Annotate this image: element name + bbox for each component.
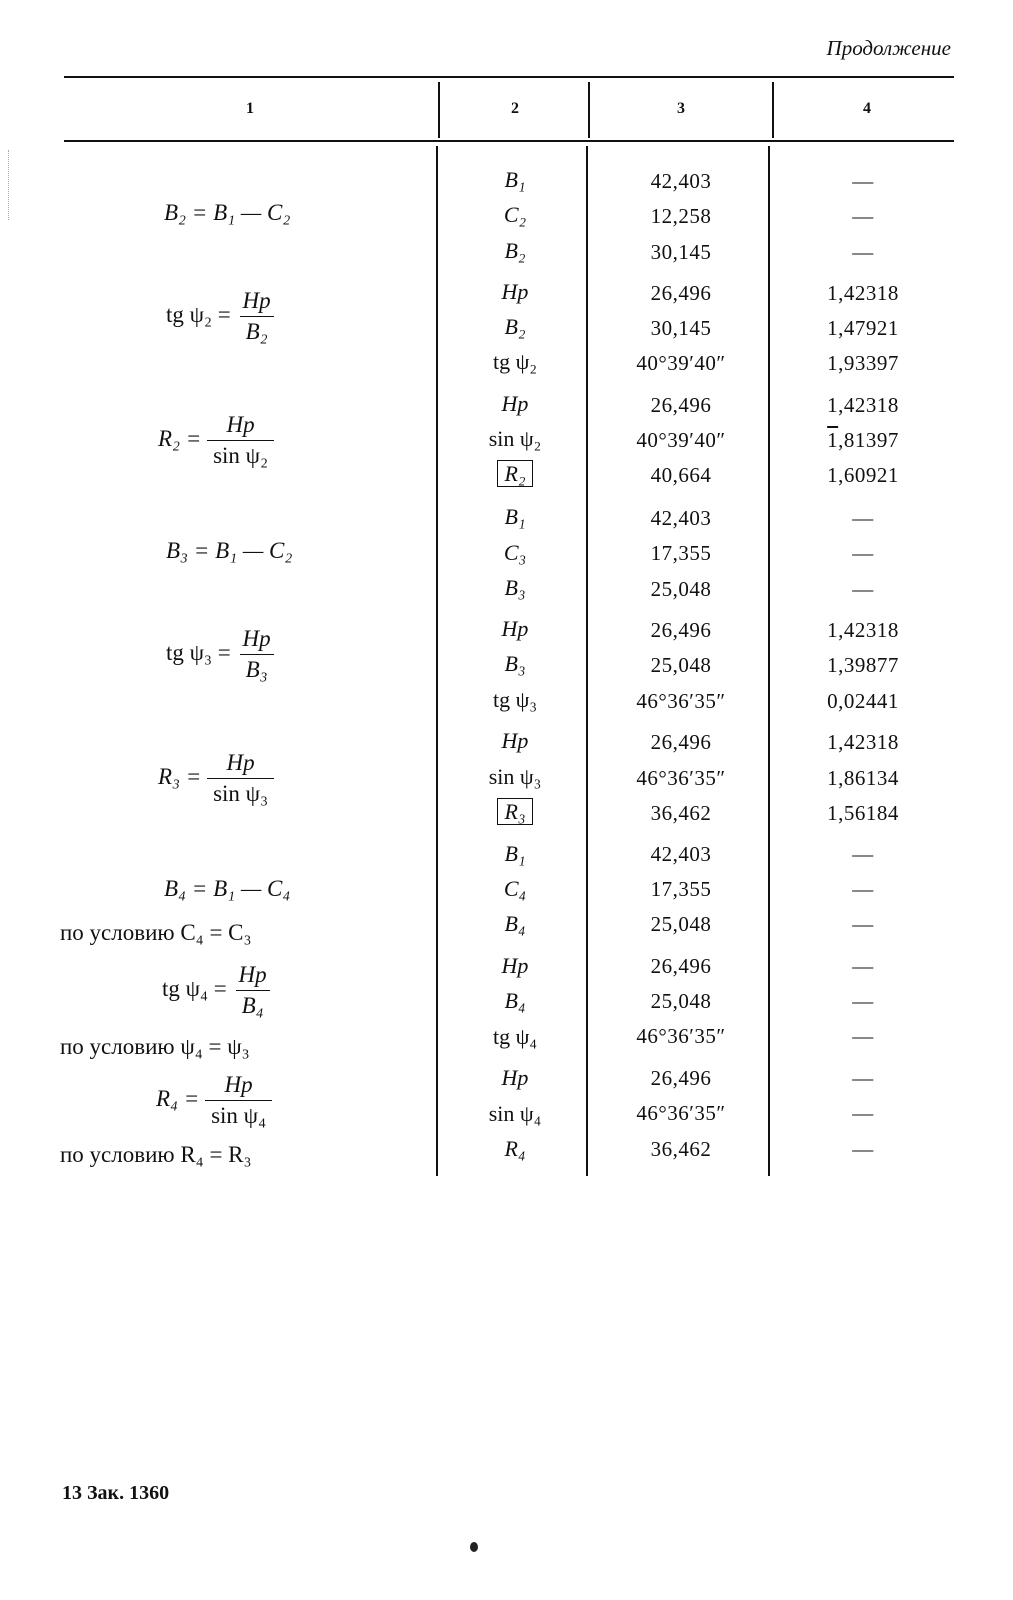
formula: по условию ψ₄ = ψ₃ [60,1034,250,1059]
table-cell: B₂ [504,238,526,263]
table-cell: — [852,842,874,866]
table-cell: 42,403 [650,506,712,530]
column-header-3: 3 [677,100,685,117]
boxed-result: R₂ [497,460,532,487]
scan-mark [8,150,11,220]
table-cell: 26,496 [650,730,712,754]
table-cell: 26,496 [650,1066,712,1090]
table-cell: C₂ [503,202,527,227]
formula: R₂ = $\frac{Hр}{\text{sin ψ₂}}$ [158,412,274,469]
formula: R₄ = $\frac{Hр}{\text{sin ψ₄}}$ [156,1072,272,1129]
table-cell: Hр [501,391,529,416]
header-divider [588,82,590,138]
table-cell: — [852,1137,874,1161]
table-cell: 42,403 [650,842,712,866]
table-cell: 1,81397 [827,428,899,452]
table-cell: 25,048 [650,912,712,936]
table-cell: 1,60921 [827,463,899,487]
table-cell: 25,048 [650,989,712,1013]
table-cell: sin ψ₄ [488,1101,542,1126]
table-cell: Hр [501,953,529,978]
table-cell: sin ψ₂ [488,426,542,451]
formula: tg ψ₃ = $\frac{Hр}{\text{B₃}}$ [166,626,277,683]
table-cell: B₁ [504,167,526,192]
table-cell: Hр [501,728,529,753]
table-cell: 26,496 [650,281,712,305]
table-cell: 1,47921 [827,316,899,340]
table-cell: 25,048 [650,653,712,677]
formula: по условию R₄ = R₃ [60,1142,252,1167]
table-cell: 1,56184 [827,801,899,825]
table-cell: — [852,506,874,530]
table-cell: — [852,877,874,901]
table-cell: Hр [501,616,529,641]
table-cell: — [852,577,874,601]
column-header-1: 1 [246,100,254,117]
table-cell: 46°36′35″ [636,1101,726,1125]
print-order-footer: 13 Зак. 1360 [62,1482,170,1504]
formula: R₃ = $\frac{Hр}{\text{sin ψ₃}}$ [158,750,274,807]
table-cell: Hр [501,1065,529,1090]
table-cell: — [852,1101,874,1125]
table-cell: — [852,541,874,565]
header-divider [772,82,774,138]
table-cell [440,461,590,487]
table-cell: B₃ [504,651,526,676]
table-cell: 1,93397 [827,351,899,375]
boxed-result: R₃ [497,798,532,825]
table-cell: 26,496 [650,393,712,417]
table-cell: 17,355 [650,541,712,565]
table-cell: B₁ [504,841,526,866]
column-header-2: 2 [511,100,519,117]
table-cell: B₂ [504,314,526,339]
column-header-4: 4 [863,100,871,117]
table-cell: 42,403 [650,169,712,193]
continuation-label: Продолжение [826,36,951,60]
table-cell: 36,462 [650,801,712,825]
table-cell: B₄ [504,911,526,936]
formula: tg ψ₄ = $\frac{Hр}{\text{B₄}}$ [162,962,273,1019]
header-divider [438,82,440,138]
table-cell: — [852,1024,874,1048]
formula: tg ψ₂ = $\frac{Hр}{\text{B₂}}$ [166,288,277,345]
ink-blot [470,1542,478,1552]
table-cell: 30,145 [650,316,712,340]
table-cell: 36,462 [650,1137,712,1161]
table-cell: — [852,204,874,228]
table-cell: 1,42318 [827,393,899,417]
table-cell: sin ψ₃ [488,764,542,789]
table-cell: 46°36′35″ [636,1024,726,1048]
table-cell: — [852,989,874,1013]
bar-characteristic: 1 [827,428,839,452]
table-cell: tg ψ₄ [492,1024,538,1049]
table-cell: 26,496 [650,954,712,978]
formula: по условию C₄ = C₃ [60,920,252,945]
table-cell: 0,02441 [827,689,899,713]
formula: B₂ = B₁ — C₂ [164,200,291,225]
formula: B₄ = B₁ — C₄ [164,876,291,901]
formula: B₃ = B₁ — C₂ [166,538,293,563]
table-cell: B₁ [504,504,526,529]
table-cell: B₄ [504,988,526,1013]
table-cell: 40,664 [650,463,712,487]
table-cell: 1,39877 [827,653,899,677]
table-cell: — [852,954,874,978]
table-cell: 40°39′40″ [636,428,726,452]
table-cell: Hр [501,279,529,304]
table-cell: — [852,1066,874,1090]
table-cell: 26,496 [650,618,712,642]
table-header-rule [64,140,954,142]
table-cell [440,799,590,825]
table-cell: 30,145 [650,240,712,264]
table-cell: 1,42318 [827,730,899,754]
table-cell: 1,42318 [827,281,899,305]
table-cell: 1,86134 [827,766,899,790]
table-cell: 40°39′40″ [636,351,726,375]
table-cell: C₄ [503,876,527,901]
table-top-rule [64,76,954,78]
table-cell: — [852,240,874,264]
table-cell: — [852,912,874,936]
table-cell: 46°36′35″ [636,766,726,790]
table-cell: tg ψ₂ [492,349,538,374]
table-cell: R₄ [504,1136,526,1161]
table-cell: — [852,169,874,193]
table-cell: B₃ [504,575,526,600]
table-cell: 46°36′35″ [636,689,726,713]
table-cell: 1,42318 [827,618,899,642]
table-cell: C₃ [503,540,527,565]
table-cell: 12,258 [650,204,712,228]
table-cell: 17,355 [650,877,712,901]
table-cell: tg ψ₃ [492,687,538,712]
table-cell: 25,048 [650,577,712,601]
column-divider [436,146,438,1176]
